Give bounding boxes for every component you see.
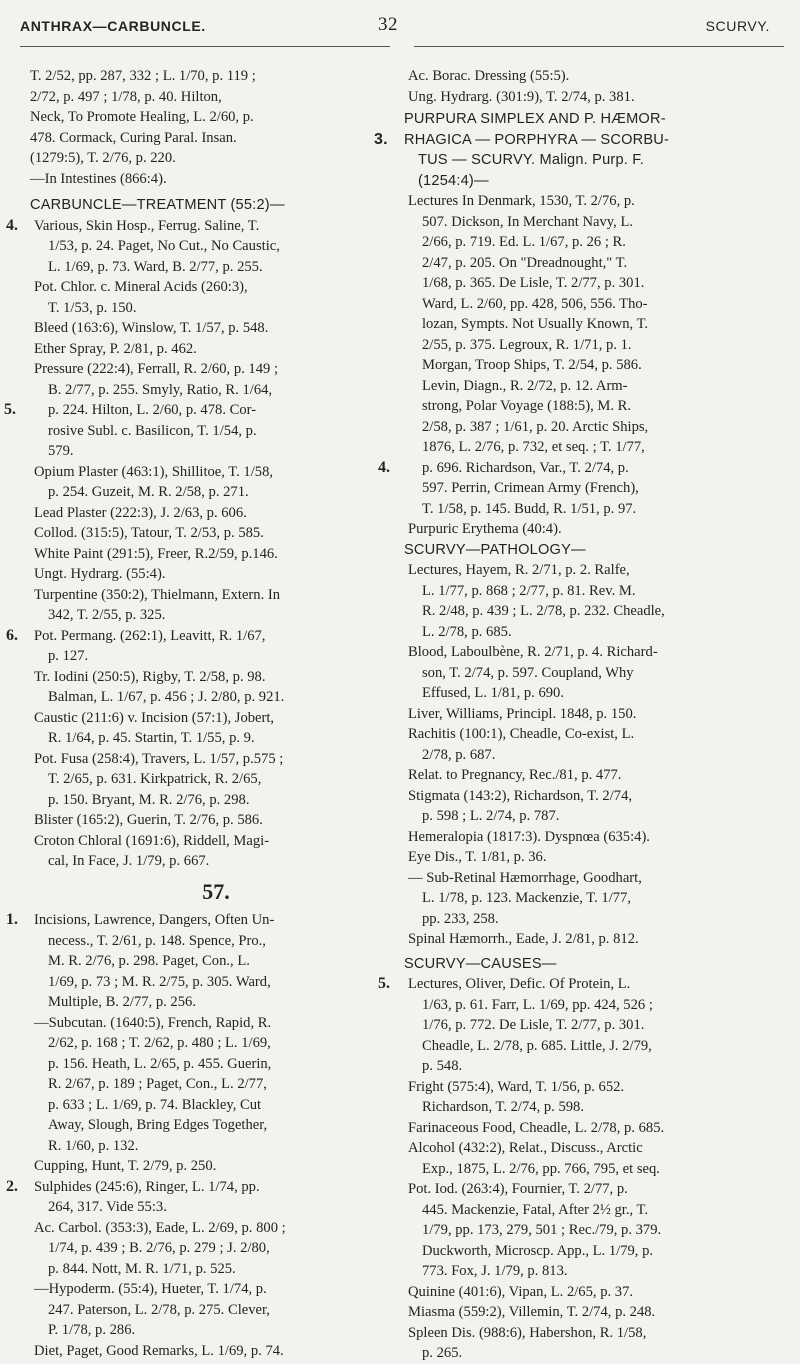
text-line: Morgan, Troop Ships, T. 2/54, p. 586. [422, 357, 642, 373]
text-line: L. 1/77, p. 868 ; 2/77, p. 81. Rev. M. [422, 582, 636, 599]
left-top-entry [30, 66, 402, 189]
text-line: 2/66, p. 719. Ed. L. 1/67, p. 26 ; R. [422, 234, 626, 250]
text-line: White Paint (291:5), Freer, R.2/59, p.146. [34, 545, 278, 562]
text-line: 247. Paterson, L. 2/78, p. 275. Clever, [48, 1301, 270, 1318]
text-line: —In Intestines (866:4). [30, 170, 167, 187]
text-line: Ward, L. 2/60, pp. 428, 506, 556. Tho- [422, 295, 648, 312]
text-line: son, T. 2/74, p. 597. Coupland, Why [422, 664, 634, 681]
text-line: pp. 233, 258. [422, 910, 499, 927]
text-line: p. 844. Nott, M. R. 1/71, p. 525. [48, 1260, 236, 1277]
text-line: 2/72, p. 497 ; 1/78, p. 40. Hilton, [30, 88, 222, 105]
text-line: 579. [48, 443, 74, 459]
incisions-entries [6, 910, 402, 1361]
text-line: 507. Dickson, In Merchant Navy, L. [422, 213, 634, 230]
text-line: 478. Cormack, Curing Paral. Insan. [30, 129, 237, 146]
margin-marker-1: 1. [6, 911, 18, 928]
pathology-entries [404, 560, 780, 950]
text-line: Blood, Laboulbène, R. 2/71, p. 4. Richard- [408, 644, 658, 660]
text-line: Fright (575:4), Ward, T. 1/56, p. 652. [408, 1078, 625, 1095]
text-line: Ung. Hydrarg. (301:9), T. 2/74, p. 381. [408, 88, 635, 105]
text-line: P. 1/78, p. 286. [48, 1322, 136, 1338]
text-line: 2/47, p. 205. On "Dreadnought," T. [422, 254, 628, 271]
text-line: p. 548. [422, 1058, 463, 1074]
text-line: Alcohol (432:2), Relat., Discuss., Arctic [408, 1140, 643, 1156]
text-line: Blister (165:2), Guerin, T. 2/76, p. 586. [34, 812, 263, 828]
heading-scurvy-causes: SCURVY—CAUSES— [404, 955, 557, 972]
text-line: T. 1/53, p. 150. [48, 299, 137, 316]
text-line: Purpuric Erythema (40:4). [408, 521, 562, 537]
text-line: Relat. to Pregnancy, Rec./81, p. 477. [408, 767, 622, 783]
header-rule-left [20, 46, 390, 47]
running-header-right: SCURVY. [705, 18, 770, 34]
margin-marker-3: 3. [374, 130, 388, 148]
margin-marker-6: 6. [6, 626, 18, 644]
text-line: 2/58, p. 387 ; 1/61, p. 20. Arctic Ships, [422, 418, 649, 435]
margin-marker-2: 2. [6, 1177, 18, 1195]
text-line: 5. Lectures, Oliver, Defic. Of Protein, L. [418, 974, 780, 995]
text-line: L. 1/69, p. 73. Ward, B. 2/77, p. 255. [48, 258, 263, 275]
text-line: Ungt. Hydrarg. (55:4). [34, 566, 166, 582]
text-line: Spleen Dis. (988:6), Habershon, R. 1/58, [408, 1324, 647, 1341]
text-line: 5. p. 224. Hilton, L. 2/60, p. 478. Cor- [44, 400, 402, 421]
text-line: R. 2/67, p. 189 ; Paget, Con., L. 2/77, [48, 1076, 267, 1092]
text-line: 1/79, pp. 173, 279, 501 ; Rec./79, p. 379. [422, 1222, 662, 1238]
text-line: p. 127. [48, 648, 89, 664]
margin-marker-4-right: 4. [378, 458, 390, 476]
text-line: Miasma (559:2), Villemin, T. 2/74, p. 248. [408, 1304, 656, 1320]
text-line: Opium Plaster (463:1), Shillitoe, T. 1/58, [34, 463, 274, 480]
text-line: Ether Spray, P. 2/81, p. 462. [34, 340, 197, 357]
right-top-entries [404, 66, 780, 107]
text-line: Hemeralopia (1817:3). Dyspnœa (635:4). [408, 828, 650, 845]
section-number: 57. [202, 878, 230, 904]
text-line: Ac. Carbol. (353:3), Eade, L. 2/69, p. 800 ; [34, 1219, 286, 1236]
text-line: 2/62, p. 168 ; T. 2/62, p. 480 ; L. 1/69, [48, 1035, 271, 1051]
text-line: Bleed (163:6), Winslow, T. 1/57, p. 548. [34, 320, 269, 336]
text-line: 1/69, p. 73 ; M. R. 2/75, p. 305. Ward, [48, 973, 271, 990]
text-line: R. 1/60, p. 132. [48, 1137, 139, 1154]
text-line: L. 1/78, p. 123. Mackenzie, T. 1/77, [422, 890, 632, 906]
text-line: 773. Fox, J. 1/79, p. 813. [422, 1263, 568, 1279]
text-line: Rachitis (100:1), Cheadle, Co-exist, L. [408, 726, 635, 742]
text-line: Tr. Iodini (250:5), Rigby, T. 2/58, p. 98. [34, 668, 266, 685]
text-line: Pot. Fusa (258:4), Travers, L. 1/57, p.575 ; [34, 750, 284, 767]
text-line: Pressure (222:4), Ferrall, R. 2/60, p. 149 ; [34, 361, 279, 377]
text-line: cal, In Face, J. 1/79, p. 667. [48, 853, 210, 869]
text-line: B. 2/77, p. 255. Smyly, Ratio, R. 1/64, [48, 381, 273, 398]
text-line: R. 1/64, p. 45. Startin, T. 1/55, p. 9. [48, 730, 255, 746]
text-line: Spinal Hæmorrh., Eade, J. 2/81, p. 812. [408, 931, 639, 947]
text-line: 445. Mackenzie, Fatal, After 2½ gr., T. [422, 1201, 649, 1218]
text-line: Lectures, Hayem, R. 2/71, p. 2. Ralfe, [408, 562, 630, 578]
text-line: 1/68, p. 365. De Lisle, T. 2/77, p. 301. [422, 275, 645, 291]
right-column [374, 66, 780, 1364]
text-line: Quinine (401:6), Vipan, L. 2/65, p. 37. [408, 1283, 634, 1300]
text-line: Duckworth, Microscp. App., L. 1/79, p. [422, 1242, 654, 1259]
left-column [4, 66, 402, 1361]
header-rule-right [414, 46, 784, 47]
heading-line: (1254:4)— [418, 172, 489, 189]
text-line: Exp., 1875, L. 2/76, pp. 766, 795, et seq. [422, 1160, 660, 1177]
text-line: strong, Polar Voyage (188:5), M. R. [422, 398, 632, 414]
text-line: Collod. (315:5), Tatour, T. 2/53, p. 585. [34, 525, 264, 541]
page-number: 32 [378, 14, 398, 35]
text-line: Turpentine (350:2), Thielmann, Extern. In [34, 586, 281, 603]
text-line: 1/53, p. 24. Paget, No Cut., No Caustic, [48, 238, 280, 254]
text-line: R. 2/48, p. 439 ; L. 2/78, p. 232. Cheadle, [422, 603, 665, 619]
text-line: Multiple, B. 2/77, p. 256. [48, 994, 196, 1010]
text-line: 1876, L. 2/76, p. 732, et seq. ; T. 1/77, [422, 439, 645, 455]
text-line: necess., T. 2/61, p. 148. Spence, Pro., [48, 932, 266, 949]
text-line: (1279:5), T. 2/76, p. 220. [30, 150, 176, 166]
text-line: 264, 317. Vide 55:3. [48, 1199, 167, 1215]
text-line: 2. Sulphides (245:6), Ringer, L. 1/74, pp. [44, 1177, 402, 1198]
running-header-left: ANTHRAX—CARBUNCLE. [20, 18, 206, 34]
text-line: Stigmata (143:2), Richardson, T. 2/74, [408, 787, 633, 804]
text-line: 597. Perrin, Crimean Army (French), [422, 480, 639, 496]
purpura-entries [378, 191, 780, 540]
causes-entries [378, 974, 780, 1364]
text-line: —Hypoderm. (55:4), Hueter, T. 1/74, p. [34, 1281, 267, 1297]
text-line: T. 2/52, pp. 287, 332 ; L. 1/70, p. 119 ; [30, 68, 256, 84]
text-line: —Subcutan. (1640:5), French, Rapid, R. [34, 1014, 272, 1031]
text-line: p. 633 ; L. 1/69, p. 74. Blackley, Cut [48, 1096, 262, 1113]
text-line: 342, T. 2/55, p. 325. [48, 607, 166, 623]
text-line: T. 1/58, p. 145. Budd, R. 1/51, p. 97. [422, 500, 637, 517]
text-line: Cheadle, L. 2/78, p. 685. Little, J. 2/79, [422, 1037, 652, 1054]
heading-line: 3. RHAGICA — PORPHYRA — SCORBU- [404, 130, 780, 151]
heading-line: PURPURA SIMPLEX AND P. HÆMOR- [404, 111, 666, 127]
text-line: Caustic (211:6) v. Incision (57:1), Jobert, [34, 709, 275, 726]
text-line: 1/74, p. 439 ; B. 2/76, p. 279 ; J. 2/80, [48, 1240, 270, 1256]
text-line: rosive Subl. c. Basilicon, T. 1/54, p. [48, 422, 257, 439]
heading-purpura [374, 109, 780, 191]
text-line: 2/78, p. 687. [422, 746, 496, 763]
text-line: Levin, Diagn., R. 2/72, p. 12. Arm- [422, 377, 628, 394]
text-line: Farinaceous Food, Cheadle, L. 2/78, p. 685. [408, 1119, 665, 1136]
text-line: Liver, Williams, Principl. 1848, p. 150. [408, 705, 637, 722]
text-line: Effused, L. 1/81, p. 690. [422, 685, 565, 701]
text-line: p. 598 ; L. 2/74, p. 787. [422, 808, 560, 824]
text-line: Lead Plaster (222:3), J. 2/63, p. 606. [34, 504, 247, 521]
margin-marker-5: 5. [4, 401, 16, 418]
heading-carbuncle-treatment: CARBUNCLE—TREATMENT (55:2)— [30, 197, 285, 213]
text-line: Richardson, T. 2/74, p. 598. [422, 1099, 585, 1115]
text-line: 2/55, p. 375. Legroux, R. 1/71, p. 1. [422, 336, 632, 353]
text-line: p. 265. [422, 1345, 463, 1361]
text-line: M. R. 2/76, p. 298. Paget, Con., L. [48, 953, 250, 969]
text-line: Away, Slough, Bring Edges Together, [48, 1117, 268, 1133]
text-line: Balman, L. 1/67, p. 456 ; J. 2/80, p. 921. [48, 689, 285, 705]
text-line: Lectures In Denmark, 1530, T. 2/76, p. [408, 193, 635, 209]
text-line: 1/63, p. 61. Farr, L. 1/69, pp. 424, 526 ; [422, 996, 653, 1013]
text-line: Neck, To Promote Healing, L. 2/60, p. [30, 109, 254, 125]
text-line: 1/76, p. 772. De Lisle, T. 2/77, p. 301. [422, 1017, 645, 1033]
text-line: Ac. Borac. Dressing (55:5). [408, 68, 570, 84]
text-line: p. 150. Bryant, M. R. 2/76, p. 298. [48, 791, 250, 808]
text-line: T. 2/65, p. 631. Kirkpatrick, R. 2/65, [48, 771, 262, 787]
text-line: p. 156. Heath, L. 2/65, p. 455. Guerin, [48, 1055, 272, 1072]
text-line: 6. Pot. Permang. (262:1), Leavitt, R. 1/67, [44, 626, 402, 647]
treatment-entries [4, 216, 402, 872]
text-line: Diet, Paget, Good Remarks, L. 1/69, p. 74. [34, 1342, 284, 1359]
text-line: Cupping, Hunt, T. 2/79, p. 250. [34, 1158, 217, 1174]
text-line: p. 254. Guzeit, M. R. 2/58, p. 271. [48, 484, 249, 500]
heading-scurvy-pathology: SCURVY—PATHOLOGY— [404, 541, 586, 558]
text-line: 4. Various, Skin Hosp., Ferrug. Saline, T. [44, 216, 402, 237]
text-line: Croton Chloral (1691:6), Riddell, Magi- [34, 832, 270, 849]
text-line: Eye Dis., T. 1/81, p. 36. [408, 849, 547, 865]
text-line: L. 2/78, p. 685. [422, 623, 512, 640]
text-line: — Sub-Retinal Hæmorrhage, Goodhart, [408, 869, 642, 886]
text-line: Pot. Chlor. c. Mineral Acids (260:3), [34, 279, 248, 295]
text-line: 1. Incisions, Lawrence, Dangers, Often Un- [44, 910, 402, 931]
margin-marker-4: 4. [6, 216, 18, 234]
heading-line: TUS — SCURVY. Malign. Purp. F. [418, 152, 645, 168]
text-line: lozan, Sympts. Not Usually Known, T. [422, 316, 649, 332]
text-line: Pot. Iod. (263:4), Fournier, T. 2/77, p. [408, 1181, 628, 1197]
margin-marker-5-right: 5. [378, 975, 390, 992]
text-line: 4. p. 696. Richardson, Var., T. 2/74, p. [418, 458, 780, 479]
